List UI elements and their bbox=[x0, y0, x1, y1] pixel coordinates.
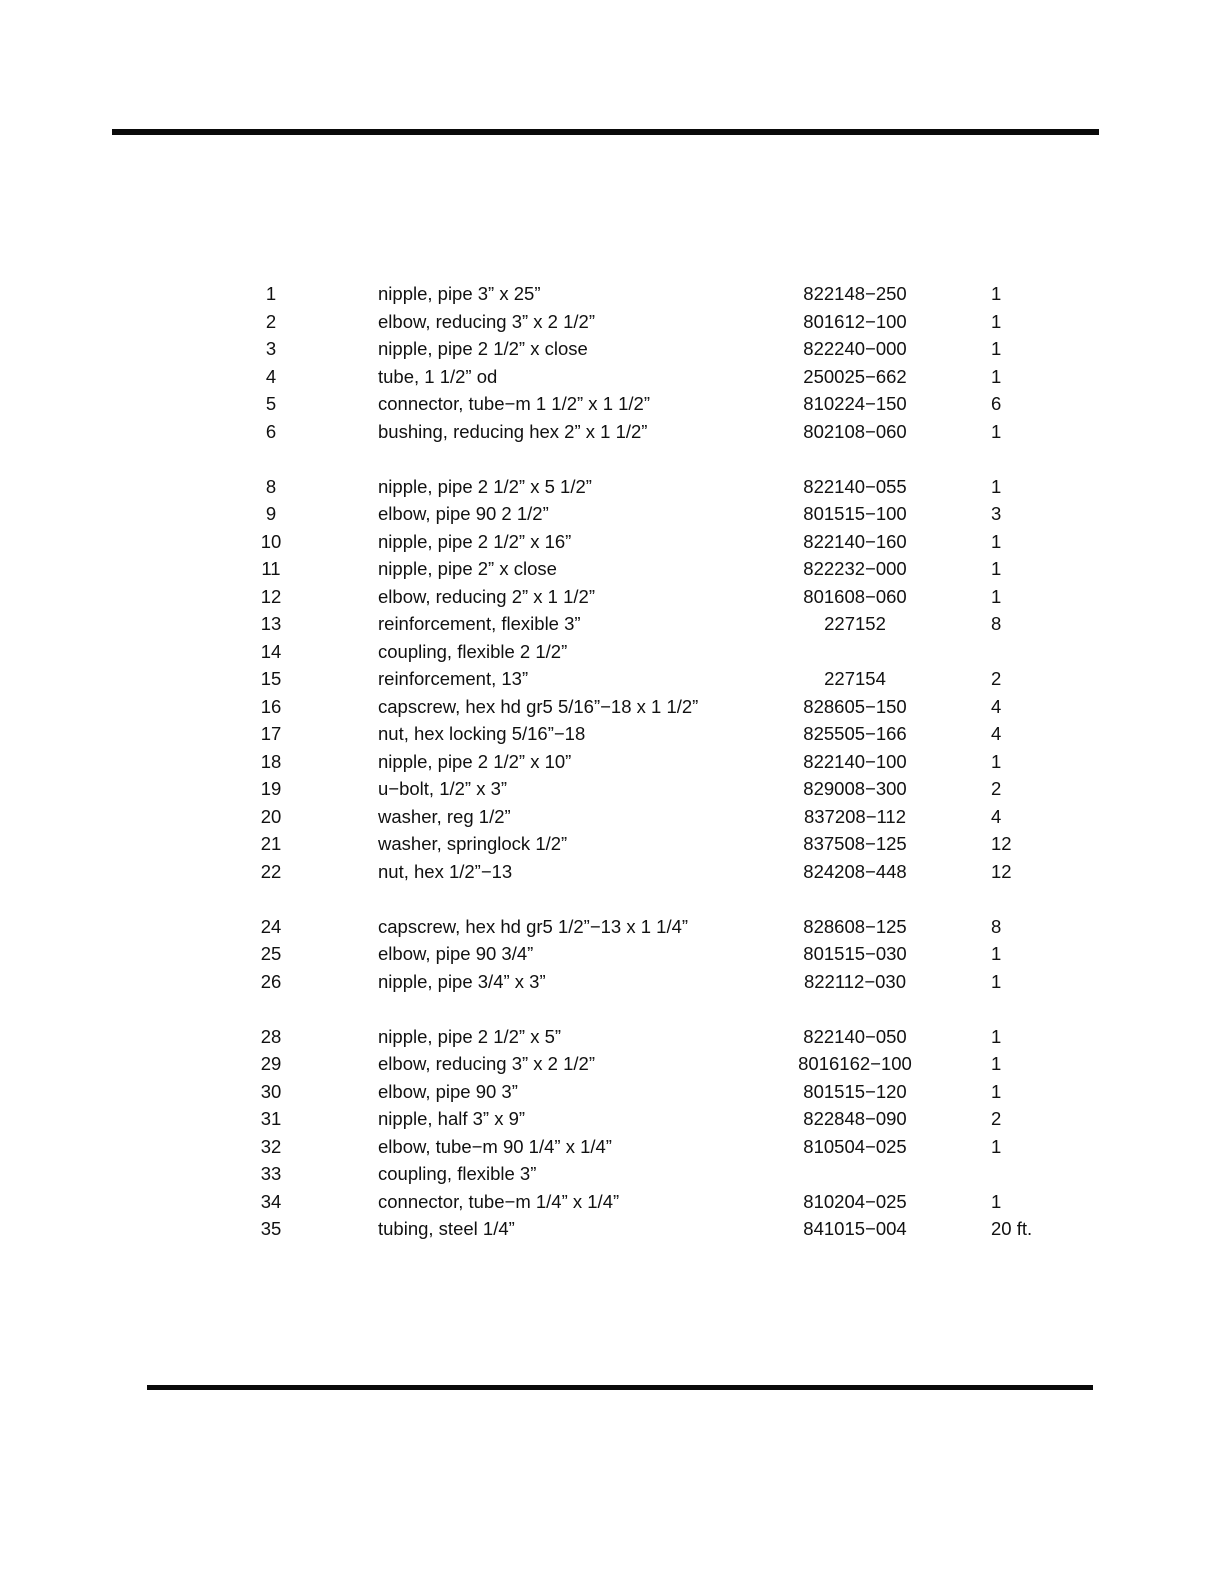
quantity: 3 bbox=[991, 503, 1002, 524]
parts-row bbox=[0, 693, 1224, 721]
part-number: 801515−030 bbox=[803, 943, 907, 964]
item-number: 5 bbox=[265, 393, 277, 414]
part-number: 810224−150 bbox=[803, 393, 907, 414]
item-number: 15 bbox=[260, 668, 282, 689]
part-number: 822112−030 bbox=[803, 970, 907, 992]
item-number: 13 bbox=[260, 613, 282, 634]
quantity: 1 bbox=[991, 585, 1002, 607]
quantity: 1 bbox=[991, 750, 1002, 772]
parts-row bbox=[0, 1160, 1224, 1188]
item-number: 20 bbox=[260, 805, 282, 827]
item-description: u−bolt, 1/2” x 3” bbox=[378, 778, 508, 799]
part-number: 828605−150 bbox=[803, 695, 907, 717]
bottom-rule bbox=[147, 1385, 1093, 1390]
quantity: 1 bbox=[991, 475, 1002, 497]
item-number: 4 bbox=[265, 365, 277, 387]
part-number: 829008−300 bbox=[803, 778, 907, 799]
item-description: elbow, reducing 3” x 2 1/2” bbox=[378, 1053, 595, 1074]
item-number: 14 bbox=[260, 640, 282, 662]
part-number: 824208−448 bbox=[803, 860, 907, 882]
item-description: capscrew, hex hd gr5 5/16”−18 x 1 1/2” bbox=[378, 695, 699, 717]
parts-row bbox=[0, 1050, 1224, 1078]
parts-row bbox=[0, 775, 1224, 803]
item-description: nut, hex 1/2”−13 bbox=[378, 860, 513, 882]
part-number: 822848−090 bbox=[803, 1108, 907, 1129]
quantity: 1 bbox=[991, 970, 1002, 992]
item-description: nipple, pipe 3/4” x 3” bbox=[378, 970, 546, 992]
parts-row bbox=[0, 803, 1224, 831]
quantity: 2 bbox=[991, 1108, 1002, 1129]
parts-row bbox=[0, 720, 1224, 748]
parts-row bbox=[0, 528, 1224, 556]
parts-list bbox=[0, 280, 1224, 1243]
quantity: 1 bbox=[991, 1190, 1002, 1212]
item-number: 22 bbox=[260, 860, 282, 882]
item-description: washer, springlock 1/2” bbox=[378, 833, 568, 854]
quantity: 4 bbox=[991, 723, 1002, 744]
parts-row bbox=[0, 665, 1224, 693]
part-number: 822140−050 bbox=[803, 1025, 907, 1047]
part-number: 801612−100 bbox=[803, 310, 907, 332]
part-number: 801515−100 bbox=[803, 503, 907, 524]
item-number: 8 bbox=[265, 475, 277, 497]
part-number: 822140−055 bbox=[803, 475, 907, 497]
item-description: nipple, half 3” x 9” bbox=[378, 1108, 526, 1129]
quantity: 1 bbox=[991, 530, 1002, 552]
quantity: 2 bbox=[991, 668, 1002, 689]
part-number: 837508−125 bbox=[803, 833, 907, 854]
item-number: 12 bbox=[260, 585, 282, 607]
part-number: 227154 bbox=[824, 668, 886, 689]
item-number: 28 bbox=[260, 1025, 282, 1047]
quantity: 1 bbox=[991, 338, 1002, 359]
item-description: tubing, steel 1/4” bbox=[378, 1218, 515, 1239]
parts-row bbox=[0, 1188, 1224, 1216]
parts-row bbox=[0, 500, 1224, 528]
quantity: 1 bbox=[991, 1025, 1002, 1047]
item-number: 6 bbox=[265, 420, 277, 442]
parts-row bbox=[0, 940, 1224, 968]
parts-row bbox=[0, 638, 1224, 666]
item-description: nipple, pipe 2 1/2” x 5” bbox=[378, 1025, 562, 1047]
part-number: 801608−060 bbox=[803, 585, 907, 607]
parts-row bbox=[0, 308, 1224, 336]
top-rule bbox=[112, 129, 1099, 135]
quantity: 4 bbox=[991, 805, 1002, 827]
item-description: elbow, reducing 2” x 1 1/2” bbox=[378, 585, 595, 607]
quantity: 1 bbox=[991, 1135, 1002, 1157]
parts-row bbox=[0, 1078, 1224, 1106]
quantity: 1 bbox=[991, 310, 1002, 332]
quantity: 1 bbox=[991, 1080, 1002, 1102]
parts-row bbox=[0, 610, 1224, 638]
item-description: elbow, pipe 90 2 1/2” bbox=[378, 503, 549, 524]
item-description: elbow, tube−m 90 1/4” x 1/4” bbox=[378, 1135, 612, 1157]
part-number: 841015−004 bbox=[803, 1218, 907, 1239]
item-number: 11 bbox=[261, 558, 281, 579]
part-number: 825505−166 bbox=[803, 723, 907, 744]
quantity: 1 bbox=[991, 558, 1002, 579]
parts-row bbox=[0, 1105, 1224, 1133]
quantity: 4 bbox=[991, 695, 1002, 717]
quantity: 1 bbox=[991, 365, 1002, 387]
quantity: 1 bbox=[991, 943, 1002, 964]
item-number: 31 bbox=[260, 1108, 282, 1129]
item-number: 9 bbox=[265, 503, 277, 524]
item-number: 17 bbox=[260, 723, 282, 744]
parts-row bbox=[0, 418, 1224, 446]
item-number: 2 bbox=[265, 310, 277, 332]
part-number: 822232−000 bbox=[803, 558, 907, 579]
part-number: 227152 bbox=[824, 613, 886, 634]
part-number: 837208−112 bbox=[803, 805, 907, 827]
parts-row bbox=[0, 583, 1224, 611]
part-number: 822140−100 bbox=[803, 750, 907, 772]
item-number: 24 bbox=[260, 915, 282, 937]
item-description: nipple, pipe 3” x 25” bbox=[378, 283, 541, 304]
item-description: nipple, pipe 2 1/2” x 16” bbox=[378, 530, 572, 552]
item-number: 18 bbox=[260, 750, 282, 772]
part-number: 250025−662 bbox=[803, 365, 907, 387]
item-number: 29 bbox=[260, 1053, 282, 1074]
item-number: 30 bbox=[260, 1080, 282, 1102]
item-description: tube, 1 1/2” od bbox=[378, 365, 498, 387]
parts-row bbox=[0, 1215, 1224, 1243]
quantity: 8 bbox=[991, 915, 1002, 937]
item-number: 33 bbox=[260, 1163, 282, 1184]
parts-row bbox=[0, 858, 1224, 886]
parts-row bbox=[0, 913, 1224, 941]
item-description: nipple, pipe 2 1/2” x close bbox=[378, 338, 588, 359]
quantity: 6 bbox=[991, 393, 1002, 414]
item-description: elbow, pipe 90 3” bbox=[378, 1080, 518, 1102]
item-description: reinforcement, flexible 3” bbox=[378, 613, 581, 634]
parts-row bbox=[0, 830, 1224, 858]
quantity: 20 ft. bbox=[991, 1218, 1033, 1239]
part-number: 802108−060 bbox=[803, 420, 907, 442]
part-number: 822140−160 bbox=[803, 530, 907, 552]
parts-row bbox=[0, 1133, 1224, 1161]
item-number: 35 bbox=[260, 1218, 282, 1239]
item-description: elbow, pipe 90 3/4” bbox=[378, 943, 534, 964]
item-number: 1 bbox=[265, 283, 277, 304]
part-number: 810204−025 bbox=[803, 1190, 907, 1212]
item-number: 10 bbox=[260, 530, 282, 552]
part-number: 822148−250 bbox=[803, 283, 907, 304]
parts-row bbox=[0, 748, 1224, 776]
item-description: connector, tube−m 1 1/2” x 1 1/2” bbox=[378, 393, 651, 414]
item-description: coupling, flexible 3” bbox=[378, 1163, 537, 1184]
parts-row bbox=[0, 390, 1224, 418]
quantity: 1 bbox=[991, 420, 1002, 442]
parts-row-spacer bbox=[0, 995, 1224, 1023]
quantity: 1 bbox=[991, 283, 1002, 304]
quantity: 8 bbox=[991, 613, 1002, 634]
parts-row bbox=[0, 335, 1224, 363]
quantity: 12 bbox=[991, 833, 1012, 854]
item-number: 25 bbox=[260, 943, 282, 964]
item-number: 3 bbox=[265, 338, 277, 359]
part-number: 810504−025 bbox=[803, 1135, 907, 1157]
item-description: coupling, flexible 2 1/2” bbox=[378, 640, 568, 662]
parts-row bbox=[0, 968, 1224, 996]
item-number: 21 bbox=[260, 833, 282, 854]
item-description: elbow, reducing 3” x 2 1/2” bbox=[378, 310, 595, 332]
parts-row bbox=[0, 1023, 1224, 1051]
item-number: 16 bbox=[260, 695, 282, 717]
parts-row bbox=[0, 555, 1224, 583]
part-number: 828608−125 bbox=[803, 915, 907, 937]
item-description: reinforcement, 13” bbox=[378, 668, 529, 689]
parts-row bbox=[0, 363, 1224, 391]
item-number: 19 bbox=[260, 778, 282, 799]
item-description: capscrew, hex hd gr5 1/2”−13 x 1 1/4” bbox=[378, 915, 689, 937]
parts-row-spacer bbox=[0, 885, 1224, 913]
item-description: washer, reg 1/2” bbox=[378, 805, 511, 827]
parts-row-spacer bbox=[0, 445, 1224, 473]
item-description: connector, tube−m 1/4” x 1/4” bbox=[378, 1190, 620, 1212]
item-description: nipple, pipe 2 1/2” x 10” bbox=[378, 750, 572, 772]
item-number: 32 bbox=[260, 1135, 282, 1157]
quantity: 12 bbox=[991, 860, 1012, 882]
quantity: 2 bbox=[991, 778, 1002, 799]
part-number: 8016162−100 bbox=[798, 1053, 912, 1074]
item-description: nipple, pipe 2 1/2” x 5 1/2” bbox=[378, 475, 592, 497]
parts-row bbox=[0, 473, 1224, 501]
item-description: bushing, reducing hex 2” x 1 1/2” bbox=[378, 420, 648, 442]
part-number: 822240−000 bbox=[803, 338, 907, 359]
part-number: 801515−120 bbox=[803, 1080, 907, 1102]
item-number: 34 bbox=[260, 1190, 282, 1212]
item-description: nipple, pipe 2” x close bbox=[378, 558, 557, 579]
parts-row bbox=[0, 280, 1224, 308]
item-description: nut, hex locking 5/16”−18 bbox=[378, 723, 586, 744]
quantity: 1 bbox=[991, 1053, 1002, 1074]
item-number: 26 bbox=[260, 970, 282, 992]
